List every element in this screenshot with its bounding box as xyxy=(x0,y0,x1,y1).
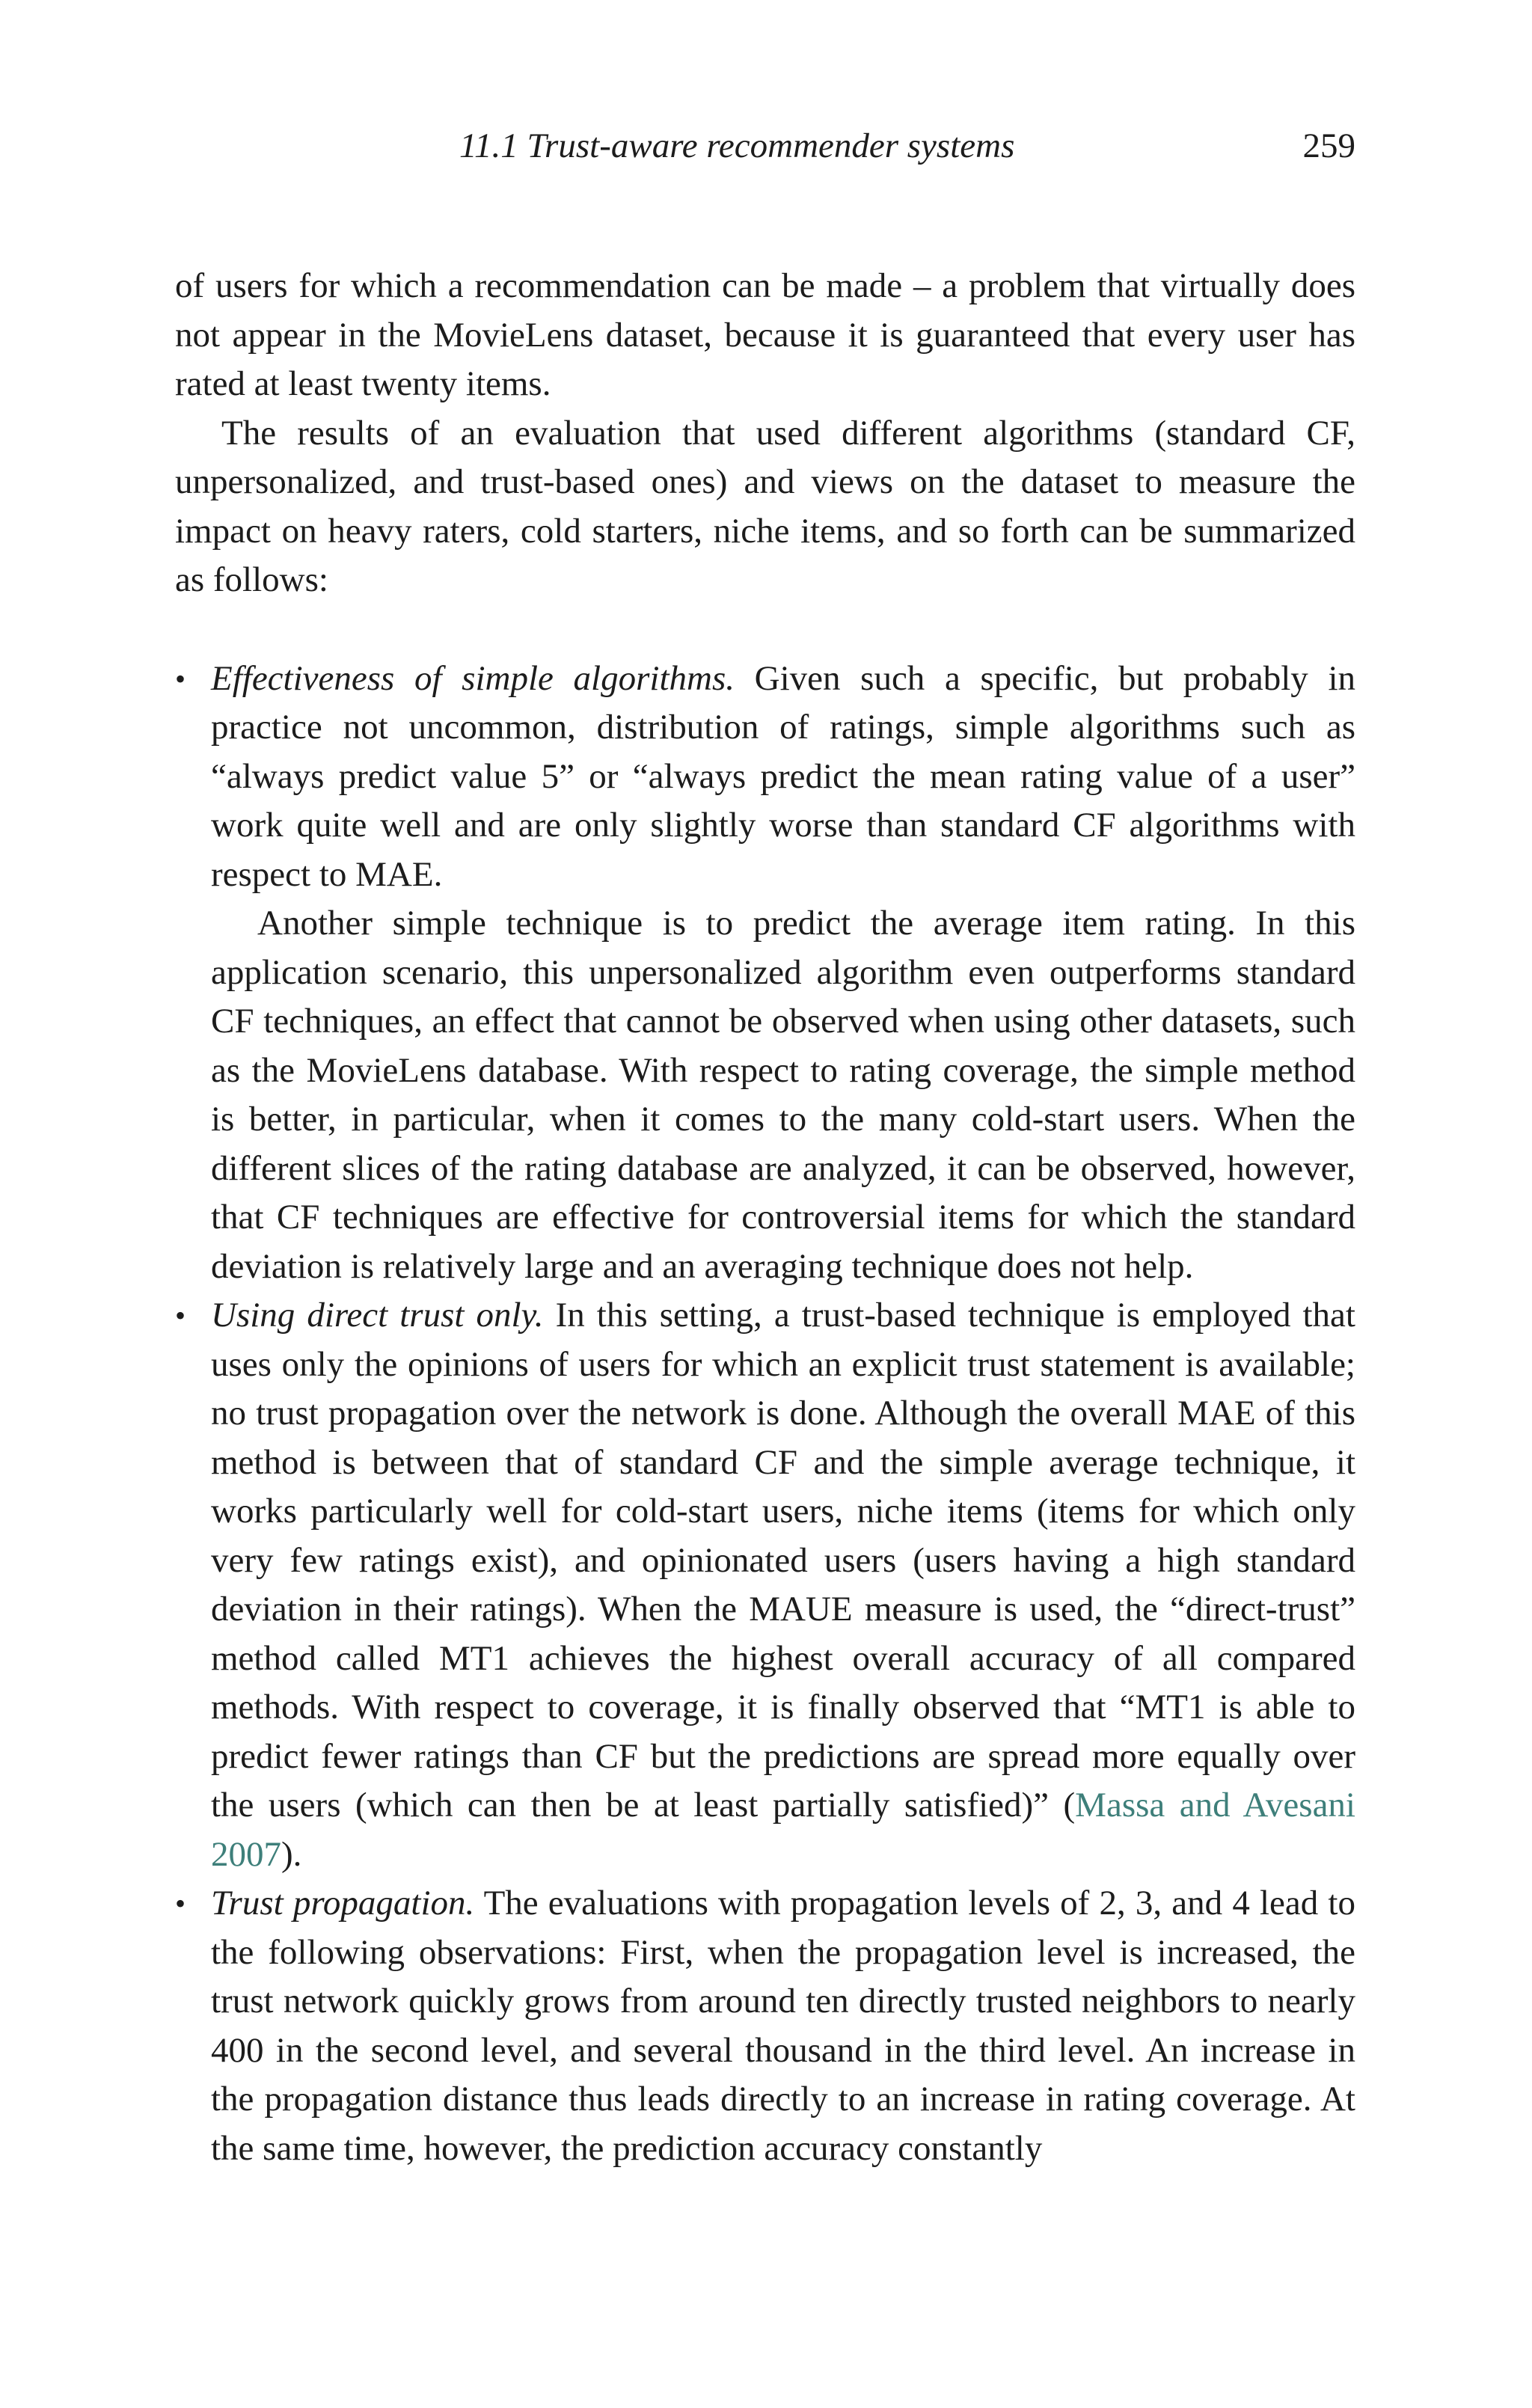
bullet-text-end: ). xyxy=(281,1834,302,1874)
list-item xyxy=(175,1879,1355,2173)
bullet-icon: • xyxy=(175,661,186,696)
bullet-title: Trust propagation. xyxy=(211,1884,475,1923)
bullet-continuation: Another simple technique is to predict the average item rating. In this application scenario, this unpersonalized algorithm even outperforms standard CF techniques, an effect that cannot be observed when using other datasets, such as the MovieLens database. With respect to rating coverage, the simple method is better, in particular, when it comes to the many cold-start users. When the different slices of the rating database are analyzed, it can be observed, however, that CF techniques are effective for controversial items for which the standard deviation is relatively large and an averaging technique does not help. xyxy=(211,904,1355,1286)
bullet-icon: • xyxy=(175,1887,186,1920)
paragraph-continued: of users for which a recommendation can be made – a problem that virtually does not appear in the MovieLens dataset, because it is guaranteed that every user has rated at least twenty items. xyxy=(175,266,1355,403)
bullet-paragraph xyxy=(211,1879,1355,2173)
bullet-paragraph xyxy=(211,1291,1355,1879)
citation-link[interactable]: Massa and Avesani 2007 xyxy=(211,1786,1355,1874)
bullet-paragraph xyxy=(211,655,1355,900)
bullet-text: Given such a specific, but probably in practice not uncommon, distribution of ratings, simple algorithms such as “always predict value 5” or “always predict the mean rating value of a user” work quite well and are only slightly worse than standard CF algorithms with respect to MAE. xyxy=(211,658,1356,894)
list-item xyxy=(175,655,1355,1292)
bullet-icon: • xyxy=(175,1299,186,1332)
paragraph-results: The results of an evaluation that used different algorithms (standard CF, unpersonalized, and trust-based ones) and views on the dataset to measure the impact on heavy raters, cold starters, niche items, and so forth can be summarized as follows: xyxy=(175,413,1355,599)
page-number: 259 xyxy=(1302,126,1355,165)
bullet-title: Effectiveness of simple algorithms. xyxy=(211,658,735,698)
body-text xyxy=(175,262,1355,2173)
list-item xyxy=(175,1291,1355,1879)
findings-list xyxy=(175,655,1355,2174)
bullet-title: Using direct trust only. xyxy=(211,1296,544,1335)
running-title: 11.1 Trust-aware recommender systems xyxy=(459,126,1015,165)
bullet-text: In this setting, a trust-based technique is employed that uses only the opinions of users for which an explicit trust statement is available; no trust propagation over the network is done. Although the overall MAE of this method is between that of standard CF and the simple average technique, it works particularly well for cold-start users, niche items (items for which only very few ratings exist), and opinionated users (users having a high standard deviation in their ratings). When the MAUE measure is used, the “direct-trust” method called MT1 achieves the highest overall accuracy of all compared methods. With respect to coverage, it is finally observed that “MT1 is able to predict fewer ratings than CF but the predictions are spread more equally over the users (which can then be at least partially satisfied)” ( xyxy=(211,1296,1355,1825)
running-header xyxy=(175,126,1355,171)
bullet-text: The evaluations with propagation levels of 2, 3, and 4 lead to the following observations: First, when the propagation level is increased, the trust network quickly grows from around ten directly trusted neighbors to nearly 400 in the second level, and several thousand in the third level. An increase in the propagation distance thus leads directly to an increase in rating coverage. At the same time, however, the prediction accuracy constantly xyxy=(211,1884,1355,2168)
